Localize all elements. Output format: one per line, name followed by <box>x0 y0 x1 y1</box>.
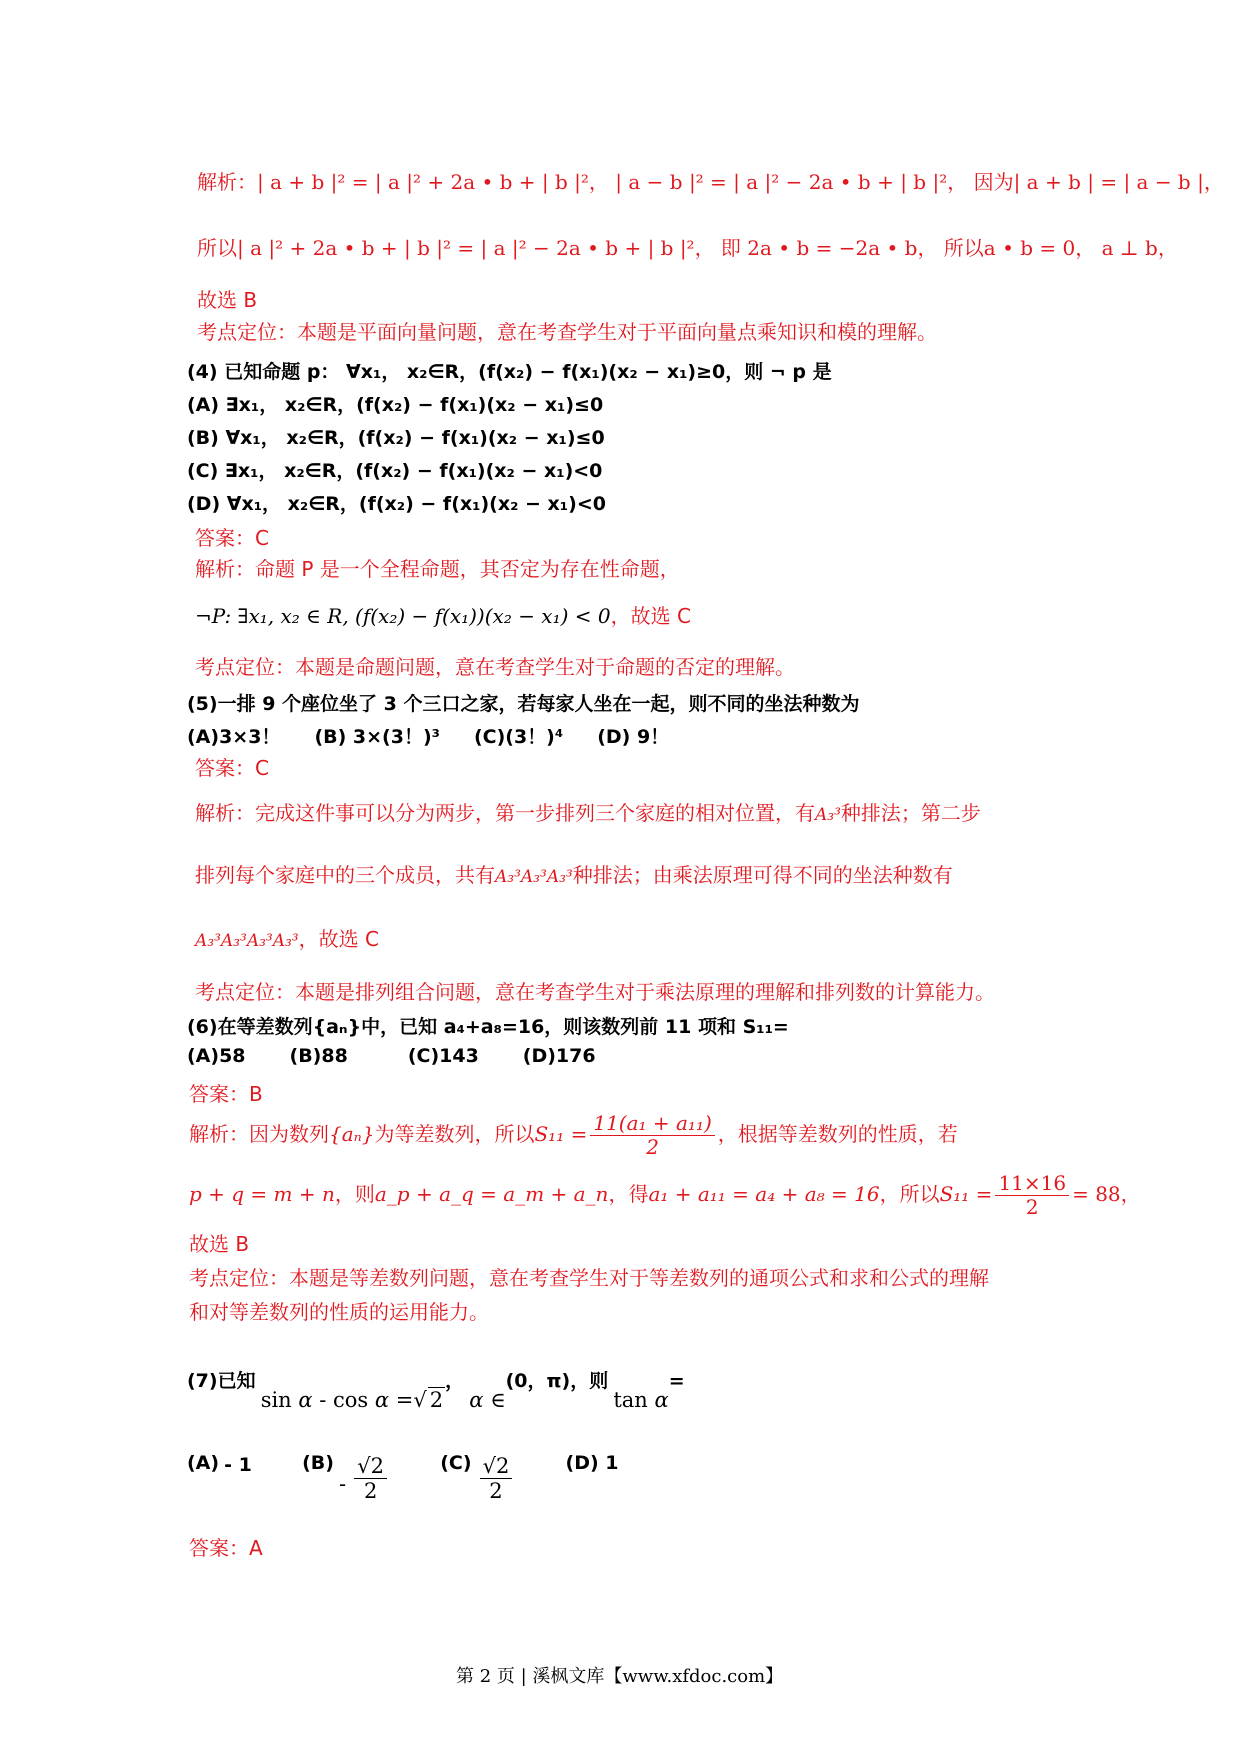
q6-options <box>187 1045 596 1067</box>
q7-interval-text: (0，π)，则 <box>505 1370 609 1392</box>
q6-sum-denominator: 2 <box>646 1135 659 1159</box>
q4-stem: (4) 已知命题 p： ∀x₁， x₂∈R，(f(x₂) − f(x₁)(x₂ − x₁)≥0，则 ¬ p 是 <box>187 361 832 383</box>
q5-analysis-text2b: 种排法；由乘法原理可得不同的坐法种数有 <box>572 863 953 887</box>
q6-stem: (6)在等差数列{aₙ}中，已知 a₄+a₈=16，则该数列前 11 项和 S₁₁= <box>187 1016 789 1038</box>
q7-equals: = <box>668 1370 685 1392</box>
q5-option-d: (D) 9！ <box>597 726 670 748</box>
q6-kaodian-line1: 考点定位：本题是等差数列问题，意在考查学生对于等差数列的通项公式和求和公式的理解 <box>189 1266 989 1290</box>
q5-option-c: (C)(3！)⁴ <box>473 726 564 748</box>
q6-substitution: a₁ + a₁₁ = a₄ + a₈ = 16 <box>648 1182 880 1206</box>
q7-option-c-denominator: 2 <box>489 1479 503 1504</box>
q6-analysis-text1: 解析：因为数列 <box>189 1122 329 1146</box>
q7-option-a-value: - 1 <box>224 1454 252 1477</box>
q6-analysis-line1 <box>189 1112 958 1159</box>
q4-formula: ¬P: ∃x₁, x₂ ∈ R, (f(x₂) − f(x₁))(x₂ − x₁) < 0 <box>195 604 611 628</box>
q6-text-get: ，得 <box>608 1182 649 1206</box>
q7-stem-text: (7)已知 <box>187 1370 256 1392</box>
q7-option-a-label: (A) <box>187 1452 220 1475</box>
q5-answer: 答案：C <box>195 756 269 780</box>
q4-option-d: (D) ∀x₁， x₂∈R，(f(x₂) − f(x₁)(x₂ − x₁)<0 <box>187 493 606 515</box>
q7-option-b-fraction <box>354 1454 387 1503</box>
q7-option-b-numerator: √2 <box>354 1454 387 1479</box>
q5-analysis-line3 <box>195 923 379 952</box>
q6-analysis-line2 <box>189 1172 1141 1219</box>
q3-kaodian <box>197 316 937 345</box>
q6-result-fraction <box>995 1172 1069 1219</box>
q6-option-c: (C)143 <box>407 1045 479 1067</box>
q6-analysis-text1b: 为等差数列，所以 <box>374 1122 535 1146</box>
q5-arrangement-symbol: A₃³ <box>815 805 841 825</box>
q7-option-c-label: (C) <box>440 1452 472 1475</box>
q6-option-d: (D)176 <box>522 1045 596 1067</box>
q4-formula-line <box>195 600 691 629</box>
q4-choice: ，故选 C <box>610 604 691 628</box>
q4-option-a: (A) ∃x₁， x₂∈R，(f(x₂) − f(x₁)(x₂ − x₁)≤0 <box>187 394 604 416</box>
q6-index-relation: p + q = m + n <box>189 1182 335 1206</box>
q6-option-b: (B)88 <box>289 1045 348 1067</box>
q4-kaodian: 考点定位：本题是命题问题，意在考查学生对于命题的否定的理解。 <box>195 655 795 679</box>
q7-option-b-label: (B) <box>302 1452 334 1475</box>
q6-property-formula: a_p + a_q = a_m + a_n <box>374 1182 609 1206</box>
q3-analysis-line1: 解析：| a + b |² = | a |² + 2a • b + | b |²， | a − b |² = | a |² − 2a • b + | b |²， 因为| a + b | = | a − b |， <box>197 170 1224 194</box>
q5-analysis-line2 <box>195 859 953 888</box>
q3-kaodian-text: 考点定位：本题是平面向量问题，意在考查学生对于平面向量点乘知识和模的理解。 <box>197 320 937 344</box>
q7-options <box>187 1440 619 1504</box>
q6-analysis-text1c: ，根据等差数列的性质，若 <box>717 1122 958 1146</box>
q6-choice: 故选 B <box>189 1232 250 1256</box>
q7-tan-alpha: tan α <box>613 1388 669 1412</box>
q5-analysis-text1b: 种排法；第二步 <box>840 801 981 825</box>
q6-option-a: (A)58 <box>187 1045 246 1067</box>
q6-text-so: ，所以 <box>879 1182 940 1206</box>
q6-seq-symbol: {aₙ} <box>329 1122 375 1146</box>
q6-text-then: ，则 <box>334 1182 375 1206</box>
q7-given-equation: sin α - cos α =√ 2 <box>260 1388 444 1412</box>
q5-arrangement-result: A₃³A₃³A₃³A₃³ <box>195 931 299 951</box>
q6-sum-fraction <box>590 1112 714 1159</box>
q7-comma: ， <box>445 1370 465 1392</box>
q6-kaodian-line2: 和对等差数列的性质的运用能力。 <box>189 1300 489 1324</box>
q4-answer: 答案：C <box>195 526 269 550</box>
q4-option-c: (C) ∃x₁， x₂∈R，(f(x₂) − f(x₁)(x₂ − x₁)<0 <box>187 460 603 482</box>
q7-stem <box>187 1366 685 1412</box>
q7-option-d: (D) 1 <box>565 1452 619 1475</box>
q6-sum-symbol: S₁₁ = <box>534 1122 588 1146</box>
q6-sum-symbol-2: S₁₁ = <box>939 1182 993 1206</box>
q7-answer: 答案：A <box>189 1536 263 1560</box>
q5-kaodian: 考点定位：本题是排列组合问题，意在考查学生对于乘法原理的理解和排列数的计算能力。 <box>195 980 995 1004</box>
q5-choice: ，故选 C <box>298 927 379 951</box>
q6-answer: 答案：B <box>189 1082 263 1106</box>
q7-option-b-sign: - <box>339 1472 347 1497</box>
q5-option-a: (A)3×3！ <box>187 726 281 748</box>
q6-result-value: = 88， <box>1072 1182 1141 1206</box>
q6-result-numerator: 11×16 <box>995 1172 1069 1196</box>
page-footer: 第 2 页 | 溪枫文库【www.xfdoc.com】 <box>456 1666 784 1687</box>
q7-option-c-fraction <box>480 1454 513 1503</box>
q3-analysis-line2: 所以| a |² + 2a • b + | b |² = | a |² − 2a • b + | b |²， 即 2a • b = −2a • b， 所以a • b = 0， a ⊥ b， <box>197 236 1178 260</box>
q5-option-b: (B) 3×(3！)³ <box>314 726 440 748</box>
q6-sum-numerator: 11(a₁ + a₁₁) <box>590 1112 714 1136</box>
q5-analysis-line1 <box>195 797 981 826</box>
q5-analysis-text1: 解析：完成这件事可以分为两步，第一步排列三个家庭的相对位置，有 <box>195 801 815 825</box>
q4-analysis: 解析：命题 P 是一个全程命题，其否定为存在性命题， <box>195 557 680 581</box>
q4-option-b: (B) ∀x₁， x₂∈R，(f(x₂) − f(x₁)(x₂ − x₁)≤0 <box>187 427 605 449</box>
q6-result-denominator: 2 <box>1025 1195 1039 1219</box>
q5-stem: (5)一排 9 个座位坐了 3 个三口之家，若每家人坐在一起，则不同的坐法种数为 <box>187 693 860 715</box>
q7-alpha-in: α ∈ <box>469 1388 506 1412</box>
q7-option-c-numerator: √2 <box>480 1454 513 1479</box>
q3-choice: 故选 B <box>197 288 258 312</box>
q5-analysis-text2: 排列每个家庭中的三个成员，共有 <box>195 863 495 887</box>
q7-option-b-denominator: 2 <box>363 1479 378 1504</box>
q5-options <box>187 722 669 749</box>
q5-arrangement-product: A₃³A₃³A₃³ <box>495 867 573 887</box>
